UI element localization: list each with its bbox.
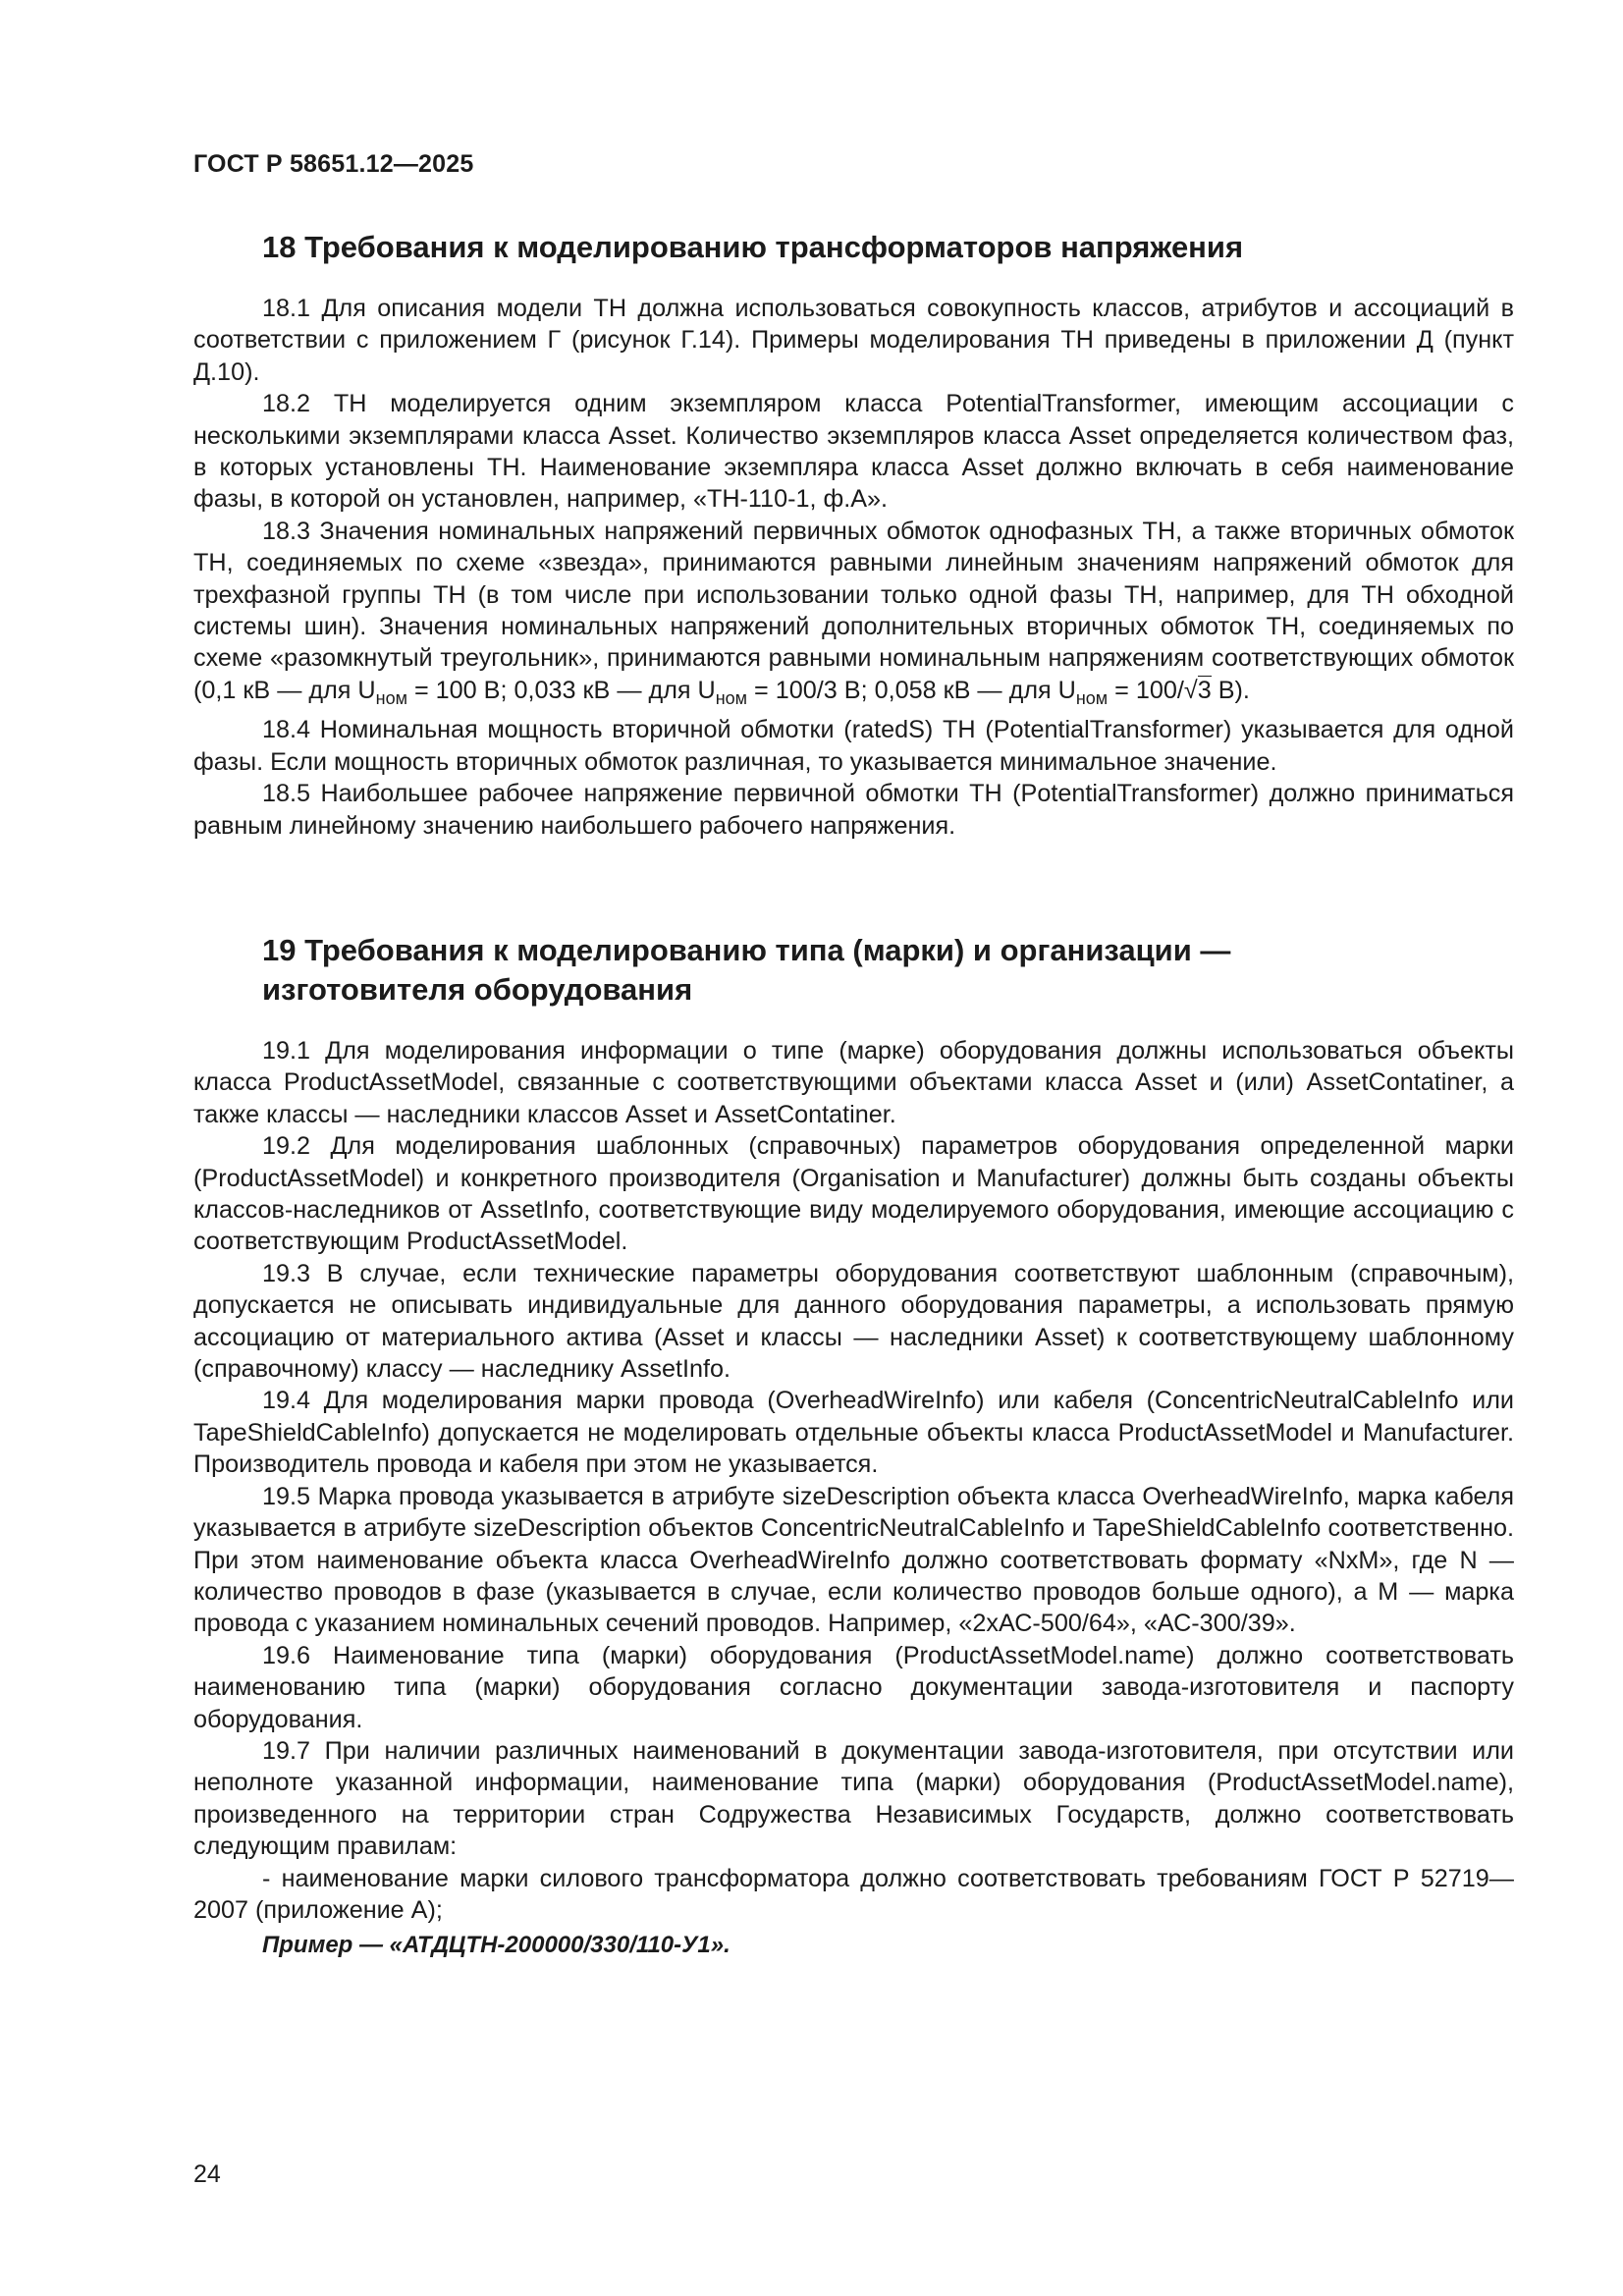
- paragraph-19-6: 19.6 Наименование типа (марки) оборудования (ProductAssetModel.name) должно соответствовать наименованию типа (марки) оборудования согласно документации завода-изготовителя и паспорту оборудования.: [193, 1641, 1514, 1733]
- paragraph-19-3: 19.3 В случае, если технические параметры оборудования соответствуют шаблонным (справочным), допускается не описывать индивидуальные для данного оборудования параметры, а использовать прямую ассоциацию от материального актива (Asset и классы — наследники Asset) к соответствующему шаблонному (справочному) классу — наследнику AssetInfo.: [193, 1259, 1514, 1384]
- paragraph-19-7-item: - наименование марки силового трансформатора должно соответствовать требованиям ГОСТ Р 52719—2007 (приложение А);: [193, 1864, 1514, 1924]
- paragraph-18-3: 18.3 Значения номинальных напряжений первичных обмоток однофазных ТН, а также вторичных обмоток ТН, соединяемых по схеме «звезда», принимаются равными линейным значениям напряжений обмоток для трехфазной группы ТН (в том числе при использовании только одной фазы ТН, например, для ТН обходной системы шин). Значения номинальных напряжений дополнительных вторичных обмоток ТН, соединяемых по схеме «разомкнутый треугольник», принимаются равными номинальным напряжениям соответствующих обмоток (0,1 кВ — для $U_{ном} = 100$ В; 0,033 кВ — для $U_{ном} = 100/3$ В; 0,058 кВ — для $U_{ном} = 100/√3$ В).: [193, 517, 1514, 708]
- paragraph-18-1: 18.1 Для описания модели ТН должна использоваться совокупность классов, атрибутов и ассоциаций в соответствии с приложением Г (рисунок Г.14). Примеры моделирования ТН приведены в приложении Д (пункт Д.10).: [193, 295, 1514, 386]
- section-19: [193, 931, 1514, 1959]
- page-number: 24: [193, 2160, 221, 2188]
- document-id: ГОСТ Р 58651.12—2025: [193, 150, 474, 178]
- section-18-title: 18 Требования к моделированию трансформаторов напряжения: [262, 230, 1244, 264]
- paragraph-18-5: 18.5 Наибольшее рабочее напряжение первичной обмотки ТН (PotentialTransformer) должно приниматься равным линейному значению наибольшего рабочего напряжения.: [193, 780, 1514, 840]
- paragraph-18-4: 18.4 Номинальная мощность вторичной обмотки (ratedS) ТН (PotentialTransformer) указывается для одной фазы. Если мощность вторичных обмоток различная, то указывается минимальное значение.: [193, 716, 1514, 776]
- paragraph-18-2: 18.2 ТН моделируется одним экземпляром класса PotentialTransformer, имеющим ассоциации с несколькими экземплярами класса Asset. Количество экземпляров класса Asset определяется количеством фаз, в которых установлены ТН. Наименование экземпляра класса Asset должно включать в себя наименование фазы, в которой он установлен, например, «ТН-110-1, ф.А».: [193, 390, 1514, 514]
- section-19-title: 19 Требования к моделированию типа (марки) и организации — изготовителя оборудования: [262, 933, 1231, 1007]
- paragraph-19-1: 19.1 Для моделирования информации о типе (марке) оборудования должны использоваться объекты класса ProductAssetModel, связанные с соответствующими объектами класса Asset и (или) AssetContatiner, а также классы — наследники классов Asset и AssetContatiner.: [193, 1037, 1514, 1128]
- paragraph-19-7: 19.7 При наличии различных наименований в документации завода-изготовителя, при отсутствии или неполноте указанной информации, наименование типа (марки) оборудования (ProductAssetModel.name), произведенного на территории стран Содружества Независимых Государств, должно соответствовать следующим правилам:: [193, 1736, 1514, 1861]
- paragraph-19-4: 19.4 Для моделирования марки провода (OverheadWireInfo) или кабеля (ConcentricNeutralCableInfo или TapeShieldCableInfo) допускается не моделировать отдельные объекты класса ProductAssetModel и Manufacturer. Производитель провода и кабеля при этом не указывается.: [193, 1387, 1514, 1479]
- section-18: [193, 228, 1514, 842]
- example-text: Пример — «АТДЦТН-200000/330/110-У1».: [262, 1932, 730, 1959]
- paragraph-19-2: 19.2 Для моделирования шаблонных (справочных) параметров оборудования определенной марки (ProductAssetModel) и конкретного производителя (Organisation и Manufacturer) должны быть созданы объекты классов-наследников от AssetInfo, соответствующие виду моделируемого оборудования, имеющие ассоциацию с соответствующим ProductAssetModel.: [193, 1132, 1514, 1256]
- paragraph-19-5: 19.5 Марка провода указывается в атрибуте sizeDescription объекта класса OverheadWireInfo, марка кабеля указывается в атрибуте sizeDescription объектов ConcentricNeutralCableInfo и TapeShieldCableInfo соответственно. При этом наименование объекта класса OverheadWireInfo должно соответствовать формату «NxM», где N — количество проводов в фазе (указывается в случае, если количество проводов больше одного), а M — марка провода с указанием номинальных сечений проводов. Например, «2xАС-500/64», «АС-300/39».: [193, 1482, 1514, 1638]
